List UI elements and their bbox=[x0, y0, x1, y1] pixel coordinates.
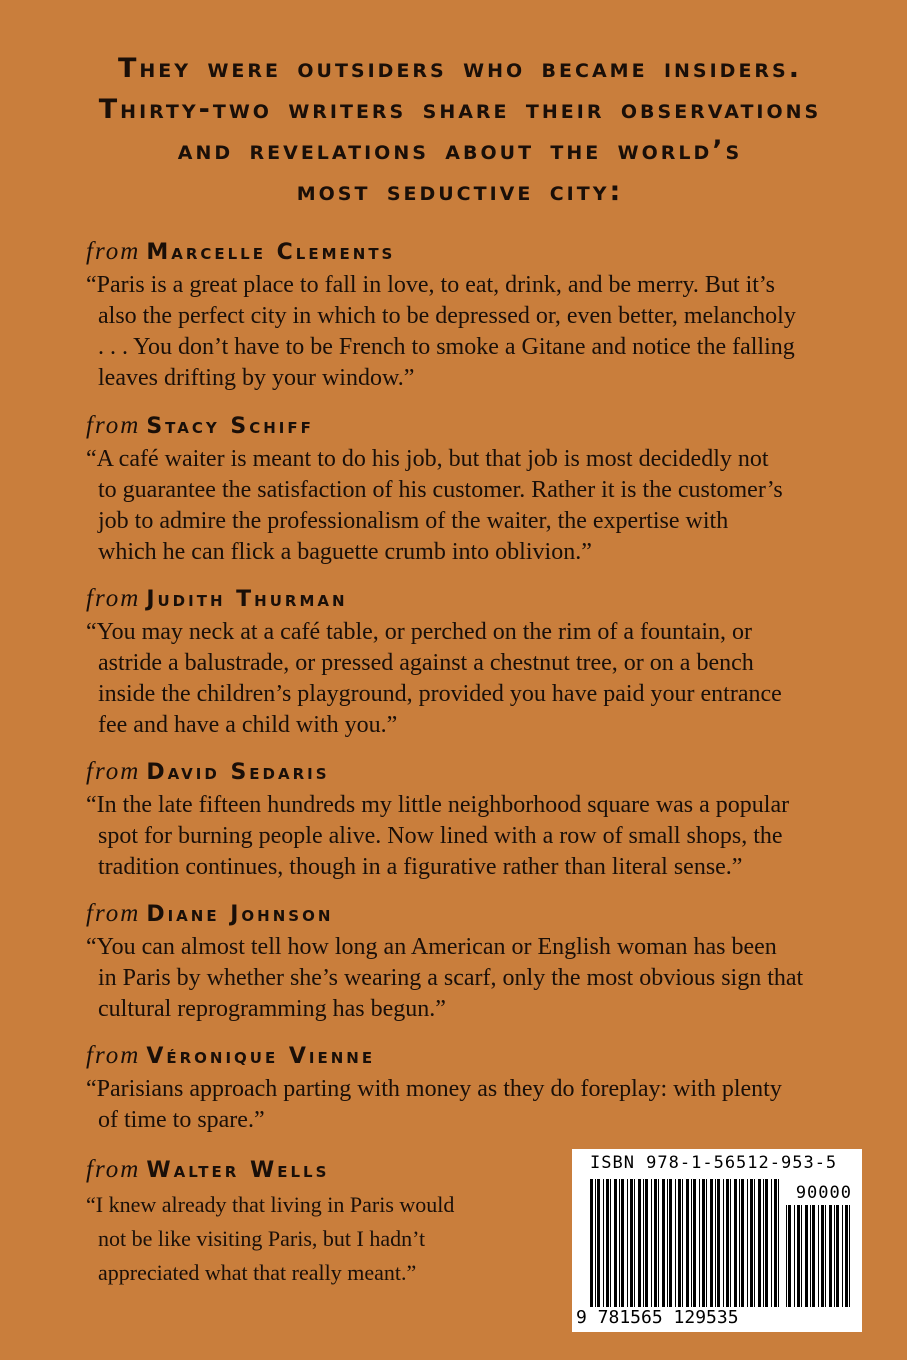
price-barcode-bar bbox=[786, 1205, 787, 1307]
barcode-bar bbox=[758, 1179, 761, 1307]
price-barcode-bar bbox=[836, 1205, 839, 1307]
quote-text: “You can almost tell how long an American or English woman has been in Paris by whether she’s wearing a scarf, only the most obvious sign that cultural reprogramming has begun.” bbox=[86, 934, 804, 1022]
from-label: from bbox=[86, 1042, 141, 1069]
barcode-digits: 9 781565 129535 bbox=[576, 1307, 739, 1328]
barcode-bar bbox=[765, 1179, 768, 1307]
barcode-bar bbox=[619, 1179, 620, 1307]
price-code: 90000 bbox=[795, 1183, 852, 1203]
from-label: from bbox=[86, 1156, 141, 1183]
author-name: Marcelle Clements bbox=[146, 240, 396, 265]
barcode-bar bbox=[621, 1179, 624, 1307]
barcode-bar bbox=[603, 1179, 604, 1307]
barcode-bar bbox=[754, 1179, 755, 1307]
from-label: from bbox=[86, 412, 141, 439]
barcode-bar bbox=[726, 1179, 729, 1307]
from-label: from bbox=[86, 900, 141, 927]
quote-entry-wells bbox=[86, 1154, 556, 1290]
barcode-bar bbox=[723, 1179, 724, 1307]
barcode-bar bbox=[669, 1179, 672, 1307]
barcode-bar bbox=[595, 1179, 596, 1307]
headline-line: Thirty-two writers share their observations bbox=[98, 94, 822, 125]
barcode-bar bbox=[691, 1179, 692, 1307]
price-barcode-bar bbox=[829, 1205, 832, 1307]
price-barcode-bar bbox=[810, 1205, 811, 1307]
from-label: from bbox=[86, 758, 141, 785]
barcode-bar bbox=[678, 1179, 681, 1307]
from-label: from bbox=[86, 238, 141, 265]
price-barcode-bar bbox=[845, 1205, 848, 1307]
barcode-bar bbox=[610, 1179, 611, 1307]
barcode-bar bbox=[771, 1179, 772, 1307]
barcode-bar bbox=[734, 1179, 737, 1307]
author-name: Diane Johnson bbox=[146, 902, 334, 927]
price-barcode-bar bbox=[805, 1205, 808, 1307]
barcode-bar bbox=[774, 1179, 777, 1307]
headline-line: They were outsiders who became insiders. bbox=[117, 53, 802, 84]
price-barcode-bar bbox=[821, 1205, 824, 1307]
barcode-bar bbox=[763, 1179, 764, 1307]
quote-entry-vienne bbox=[86, 1040, 846, 1136]
barcode-bar bbox=[717, 1179, 720, 1307]
isbn-label: ISBN 978-1-56512-953-5 bbox=[590, 1153, 838, 1173]
price-barcode-bar bbox=[834, 1205, 835, 1307]
price-barcode-bar bbox=[794, 1205, 795, 1307]
price-barcode-bar bbox=[825, 1205, 826, 1307]
barcode-bar bbox=[614, 1179, 617, 1307]
barcode-bar bbox=[739, 1179, 740, 1307]
author-name: Walter Wells bbox=[146, 1158, 330, 1183]
barcode-bar bbox=[645, 1179, 648, 1307]
quote-text: “Paris is a great place to fall in love, to eat, drink, and be merry. But it’s also the perfect city in which to be depressed or, even better, melancholy . . . You don’t have to be French to smoke a Gitane and notice the falling leaves drifting by your window.” bbox=[86, 272, 796, 391]
barcode-bar bbox=[702, 1179, 705, 1307]
barcode-bar bbox=[747, 1179, 748, 1307]
isbn-barcode bbox=[572, 1149, 862, 1332]
barcode-bar bbox=[693, 1179, 696, 1307]
quote-text: “I knew already that living in Paris would not be like visiting Paris, but I hadn’t appreciated what that really meant.” bbox=[86, 1192, 455, 1285]
quote-entry-sedaris bbox=[86, 756, 846, 883]
from-label: from bbox=[86, 585, 141, 612]
barcode-bar bbox=[750, 1179, 753, 1307]
barcode-bar bbox=[715, 1179, 716, 1307]
quote-entry-clements bbox=[86, 236, 846, 394]
barcode-bar bbox=[706, 1179, 707, 1307]
author-name: David Sedaris bbox=[146, 760, 330, 785]
price-barcode-bar bbox=[801, 1205, 802, 1307]
barcode-bar bbox=[686, 1179, 689, 1307]
barcode-bar bbox=[654, 1179, 657, 1307]
headline bbox=[60, 48, 860, 212]
barcode-bar bbox=[662, 1179, 665, 1307]
quote-text: “Parisians approach parting with money as they do foreplay: with plenty of time to spare.” bbox=[86, 1076, 782, 1133]
barcode-bar bbox=[741, 1179, 744, 1307]
barcode-bar bbox=[667, 1179, 668, 1307]
price-barcode-bar bbox=[849, 1205, 850, 1307]
quote-entry-schiff bbox=[86, 410, 846, 568]
author-name: Véronique Vienne bbox=[146, 1044, 376, 1069]
barcode-bars bbox=[572, 1149, 862, 1332]
price-barcode-bar bbox=[788, 1205, 791, 1307]
barcode-bar bbox=[675, 1179, 676, 1307]
barcode-bar bbox=[699, 1179, 700, 1307]
barcode-bar bbox=[658, 1179, 659, 1307]
barcode-bar bbox=[630, 1179, 633, 1307]
author-name: Stacy Schiff bbox=[146, 414, 314, 439]
barcode-bar bbox=[627, 1179, 628, 1307]
price-barcode-bar bbox=[818, 1205, 819, 1307]
author-name: Judith Thurman bbox=[146, 587, 348, 612]
quote-text: “You may neck at a café table, or perched on the rim of a fountain, or astride a balustrade, or pressed against a chestnut tree, or on a bench inside the children’s playground, provided you have paid your entrance fee and have a child with you.” bbox=[86, 619, 782, 738]
quote-entry-johnson bbox=[86, 898, 846, 1025]
barcode-bar bbox=[597, 1179, 600, 1307]
barcode-bar bbox=[710, 1179, 713, 1307]
barcode-bar bbox=[638, 1179, 641, 1307]
barcode-bar bbox=[606, 1179, 609, 1307]
price-barcode-bar bbox=[797, 1205, 800, 1307]
headline-line: most seductive city: bbox=[296, 176, 624, 207]
barcode-bar bbox=[590, 1179, 593, 1307]
quote-text: “In the late fifteen hundreds my little neighborhood square was a popular spot for burning people alive. Now lined with a row of small shops, the tradition continues, though in a figurative rather than literal sense.” bbox=[86, 792, 790, 880]
barcode-bar bbox=[651, 1179, 652, 1307]
barcode-bar bbox=[682, 1179, 683, 1307]
barcode-bar bbox=[730, 1179, 731, 1307]
headline-line: and revelations about the world’s bbox=[177, 135, 743, 166]
quote-entry-thurman bbox=[86, 583, 846, 741]
barcode-bar bbox=[778, 1179, 779, 1307]
quote-text: “A café waiter is meant to do his job, but that job is most decidedly not to guarantee the satisfaction of his customer. Rather it is the customer’s job to admire the professionalism of the waiter, the expertise with which he can flick a baguette crumb into oblivion.” bbox=[86, 446, 783, 565]
barcode-bar bbox=[634, 1179, 635, 1307]
price-barcode-bar bbox=[842, 1205, 843, 1307]
price-barcode-bar bbox=[812, 1205, 815, 1307]
barcode-bar bbox=[643, 1179, 644, 1307]
